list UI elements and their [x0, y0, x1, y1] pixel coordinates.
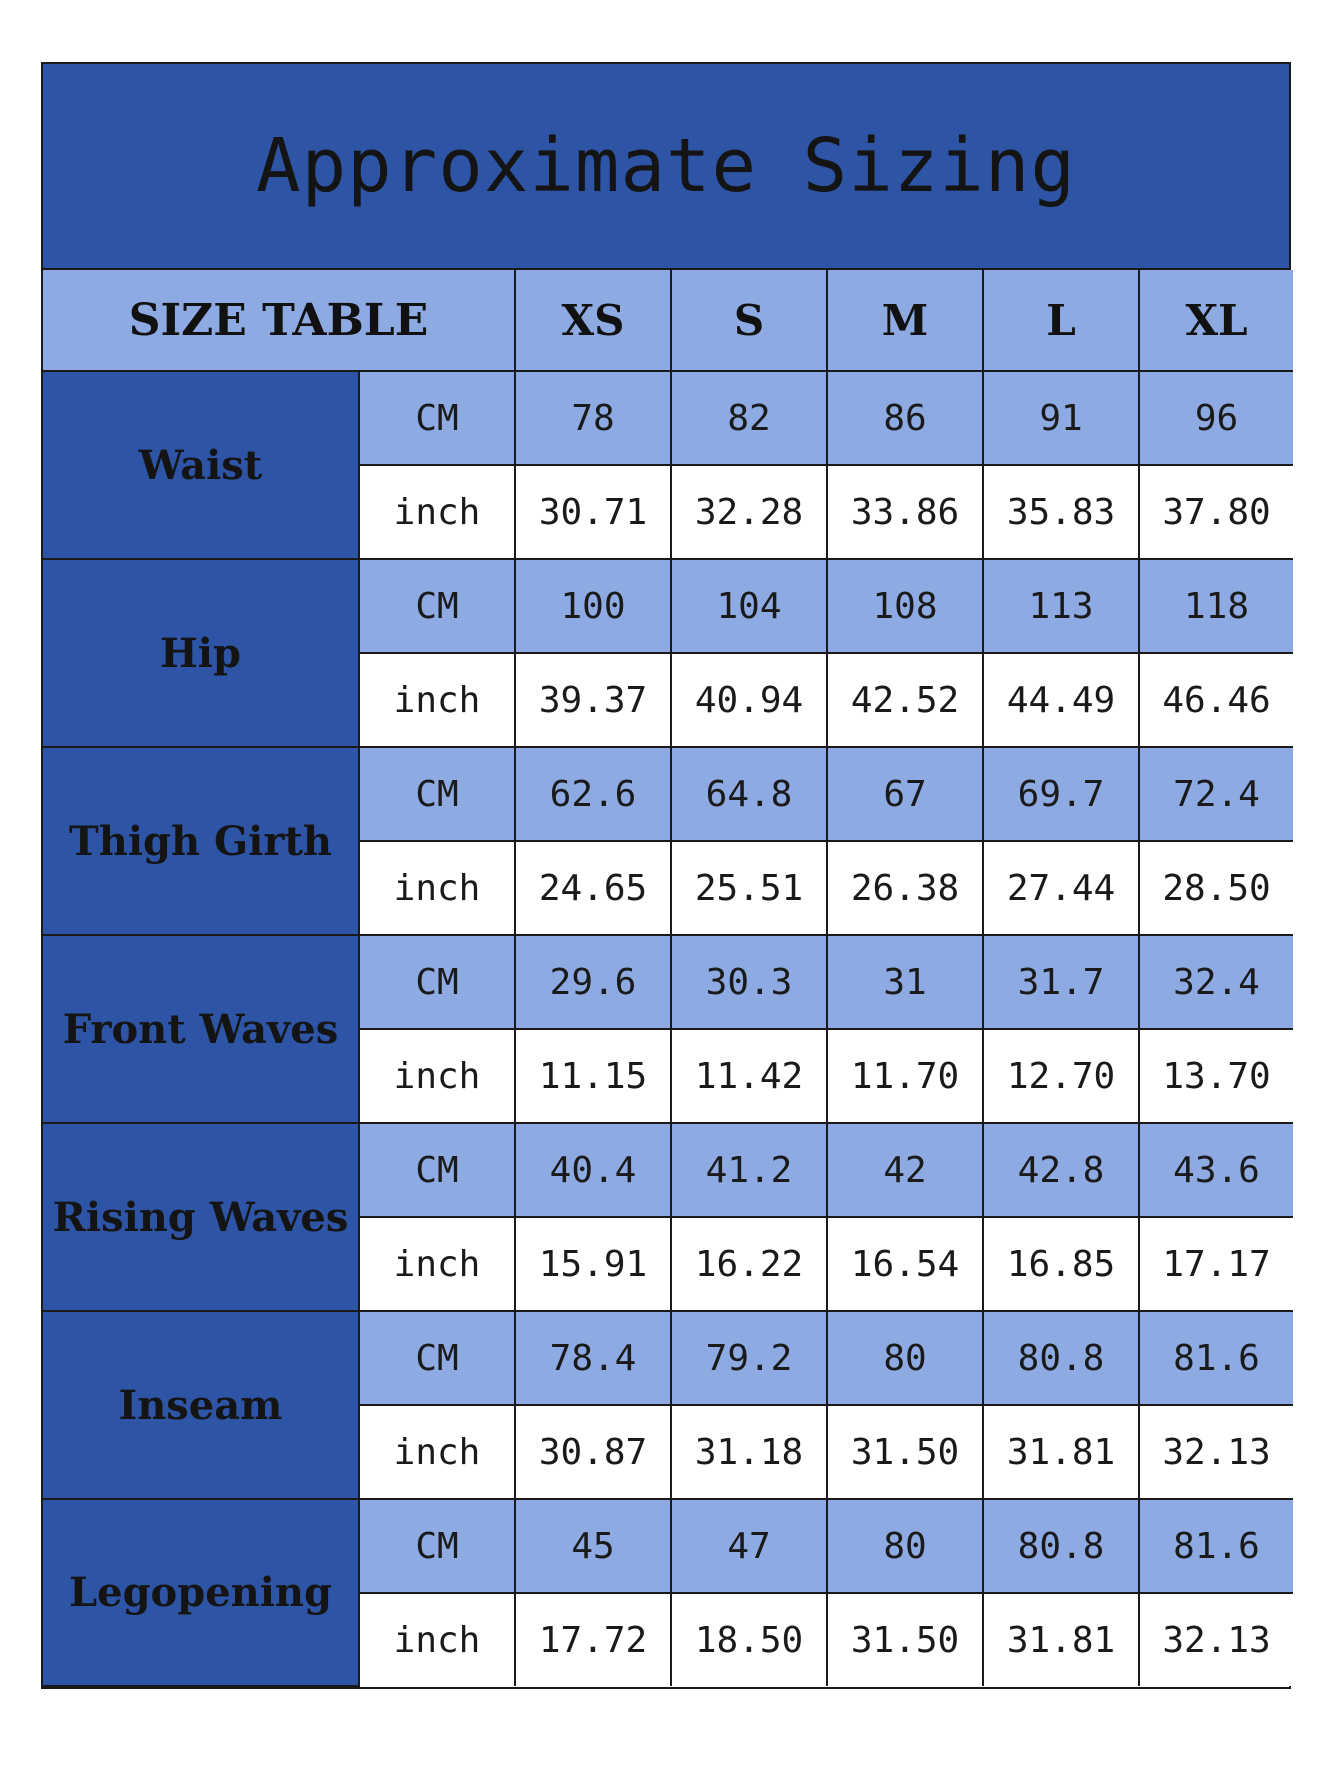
size-header-xs: XS [515, 270, 671, 371]
cm-value-cell: 42 [827, 1123, 983, 1217]
cm-value-cell: 78 [515, 371, 671, 465]
measurement-name: Waist [43, 371, 359, 559]
inch-value-cell: 35.83 [983, 465, 1139, 559]
cm-value-cell: 80 [827, 1311, 983, 1405]
cm-value-cell: 80 [827, 1499, 983, 1593]
inch-value-cell: 40.94 [671, 653, 827, 747]
unit-label-inch: inch [359, 653, 515, 747]
unit-label-cm: CM [359, 559, 515, 653]
cm-value-cell: 45 [515, 1499, 671, 1593]
inch-value-cell: 16.85 [983, 1217, 1139, 1311]
cm-value-cell: 69.7 [983, 747, 1139, 841]
unit-label-cm: CM [359, 1123, 515, 1217]
cm-value-cell: 30.3 [671, 935, 827, 1029]
unit-label-cm: CM [359, 935, 515, 1029]
table-body [43, 371, 1293, 1686]
size-table-label: SIZE TABLE [43, 270, 515, 371]
unit-label-inch: inch [359, 465, 515, 559]
size-header-xl: XL [1139, 270, 1293, 371]
measurement-name: Legopening [43, 1499, 359, 1686]
inch-value-cell: 13.70 [1139, 1029, 1293, 1123]
cm-value-cell: 78.4 [515, 1311, 671, 1405]
inch-value-cell: 16.54 [827, 1217, 983, 1311]
unit-label-cm: CM [359, 1499, 515, 1593]
inch-value-cell: 17.17 [1139, 1217, 1293, 1311]
inch-value-cell: 31.81 [983, 1593, 1139, 1686]
cm-value-cell: 62.6 [515, 747, 671, 841]
inch-value-cell: 46.46 [1139, 653, 1293, 747]
cm-value-cell: 82 [671, 371, 827, 465]
table-row [43, 935, 1293, 1029]
size-table [43, 270, 1293, 1687]
cm-value-cell: 42.8 [983, 1123, 1139, 1217]
inch-value-cell: 17.72 [515, 1593, 671, 1686]
unit-label-inch: inch [359, 1217, 515, 1311]
inch-value-cell: 18.50 [671, 1593, 827, 1686]
cm-value-cell: 32.4 [1139, 935, 1293, 1029]
cm-value-cell: 47 [671, 1499, 827, 1593]
inch-value-cell: 39.37 [515, 653, 671, 747]
cm-value-cell: 80.8 [983, 1311, 1139, 1405]
cm-value-cell: 29.6 [515, 935, 671, 1029]
measurement-name: Front Waves [43, 935, 359, 1123]
unit-label-inch: inch [359, 841, 515, 935]
table-row [43, 1123, 1293, 1217]
table-row [43, 1499, 1293, 1593]
inch-value-cell: 15.91 [515, 1217, 671, 1311]
cm-value-cell: 113 [983, 559, 1139, 653]
inch-value-cell: 44.49 [983, 653, 1139, 747]
cm-value-cell: 118 [1139, 559, 1293, 653]
measurement-name: Hip [43, 559, 359, 747]
unit-label-inch: inch [359, 1593, 515, 1686]
inch-value-cell: 11.70 [827, 1029, 983, 1123]
inch-value-cell: 16.22 [671, 1217, 827, 1311]
table-row [43, 1311, 1293, 1405]
inch-value-cell: 28.50 [1139, 841, 1293, 935]
inch-value-cell: 33.86 [827, 465, 983, 559]
measurement-name: Rising Waves [43, 1123, 359, 1311]
cm-value-cell: 80.8 [983, 1499, 1139, 1593]
cm-value-cell: 72.4 [1139, 747, 1293, 841]
unit-label-inch: inch [359, 1405, 515, 1499]
cm-value-cell: 64.8 [671, 747, 827, 841]
measurement-name: Inseam [43, 1311, 359, 1499]
unit-label-cm: CM [359, 1311, 515, 1405]
cm-value-cell: 100 [515, 559, 671, 653]
inch-value-cell: 27.44 [983, 841, 1139, 935]
inch-value-cell: 24.65 [515, 841, 671, 935]
inch-value-cell: 31.81 [983, 1405, 1139, 1499]
cm-value-cell: 31.7 [983, 935, 1139, 1029]
inch-value-cell: 32.13 [1139, 1405, 1293, 1499]
cm-value-cell: 104 [671, 559, 827, 653]
inch-value-cell: 25.51 [671, 841, 827, 935]
inch-value-cell: 26.38 [827, 841, 983, 935]
measurement-name: Thigh Girth [43, 747, 359, 935]
title-bar [43, 64, 1289, 270]
size-header-s: S [671, 270, 827, 371]
cm-value-cell: 40.4 [515, 1123, 671, 1217]
unit-label-cm: CM [359, 371, 515, 465]
header-row [43, 270, 1293, 371]
table-row [43, 747, 1293, 841]
inch-value-cell: 32.13 [1139, 1593, 1293, 1686]
inch-value-cell: 11.15 [515, 1029, 671, 1123]
inch-value-cell: 42.52 [827, 653, 983, 747]
size-header-m: M [827, 270, 983, 371]
cm-value-cell: 81.6 [1139, 1499, 1293, 1593]
inch-value-cell: 32.28 [671, 465, 827, 559]
inch-value-cell: 12.70 [983, 1029, 1139, 1123]
cm-value-cell: 31 [827, 935, 983, 1029]
cm-value-cell: 79.2 [671, 1311, 827, 1405]
inch-value-cell: 31.50 [827, 1405, 983, 1499]
inch-value-cell: 31.18 [671, 1405, 827, 1499]
inch-value-cell: 11.42 [671, 1029, 827, 1123]
cm-value-cell: 108 [827, 559, 983, 653]
unit-label-cm: CM [359, 747, 515, 841]
cm-value-cell: 96 [1139, 371, 1293, 465]
cm-value-cell: 43.6 [1139, 1123, 1293, 1217]
table-row [43, 559, 1293, 653]
cm-value-cell: 91 [983, 371, 1139, 465]
unit-label-inch: inch [359, 1029, 515, 1123]
cm-value-cell: 41.2 [671, 1123, 827, 1217]
cm-value-cell: 67 [827, 747, 983, 841]
size-header-l: L [983, 270, 1139, 371]
cm-value-cell: 81.6 [1139, 1311, 1293, 1405]
inch-value-cell: 37.80 [1139, 465, 1293, 559]
inch-value-cell: 31.50 [827, 1593, 983, 1686]
inch-value-cell: 30.87 [515, 1405, 671, 1499]
inch-value-cell: 30.71 [515, 465, 671, 559]
cm-value-cell: 86 [827, 371, 983, 465]
table-row [43, 371, 1293, 465]
size-chart [41, 62, 1291, 1689]
chart-title: Approximate Sizing [256, 123, 1076, 209]
